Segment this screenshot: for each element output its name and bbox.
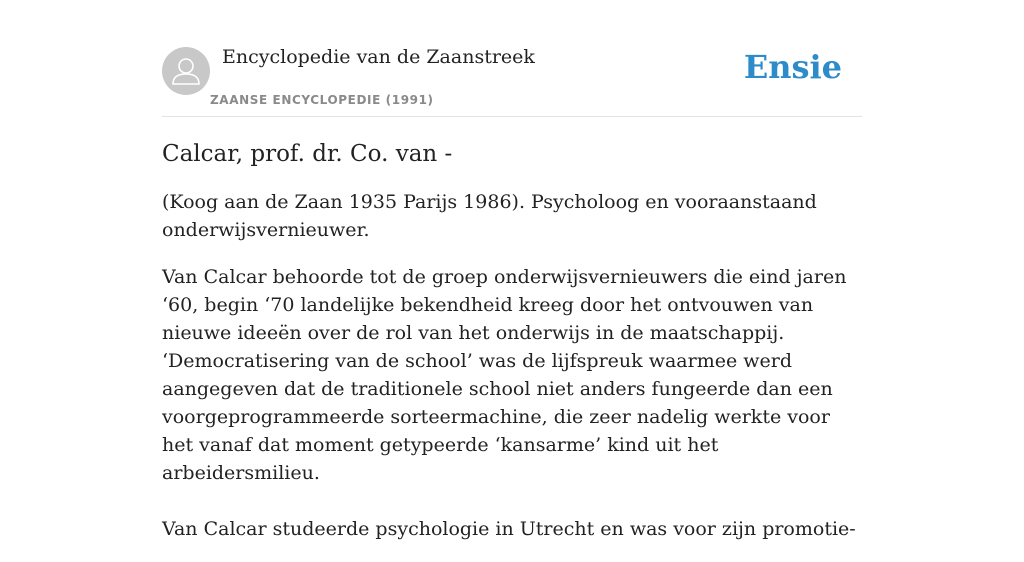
ensie-logo[interactable]: Ensie [743,48,842,86]
article-paragraph: Van Calcar studeerde psychologie in Utrecht en was voor zijn promotie- [162,518,856,540]
source-title[interactable]: Encyclopedie van de Zaanstreek [222,46,535,68]
article-paragraph: (Koog aan de Zaan 1935 Parijs 1986). Psycholoog en vooraanstaand onderwijsvernieuwer. [162,191,817,241]
source-subtitle[interactable]: ZAANSE ENCYCLOPEDIE (1991) [210,93,434,107]
source-header [162,40,862,117]
article-paragraph: Van Calcar behoorde tot de groep onderwijsvernieuwers die eind jaren ‘60, begin ‘70 landelijke bekendheid kreeg door het ontvouwen van nieuwe ideeën over de rol van het onderwijs in de maatschappij. ‘Democratisering van de school’ was de lijfspreuk waarmee werd aangegeven dat de traditionele school niet anders fungeerde dan een voorgeprogrammeerde sorteermachine, die zeer nadelig werkte voor het vanaf dat moment getypeerde ‘kansarme’ kind uit het arbeidersmilieu. [162,266,847,484]
user-placeholder-icon[interactable] [162,47,210,95]
article-title: Calcar, prof. dr. Co. van - [162,141,453,167]
article-content [162,138,862,562]
